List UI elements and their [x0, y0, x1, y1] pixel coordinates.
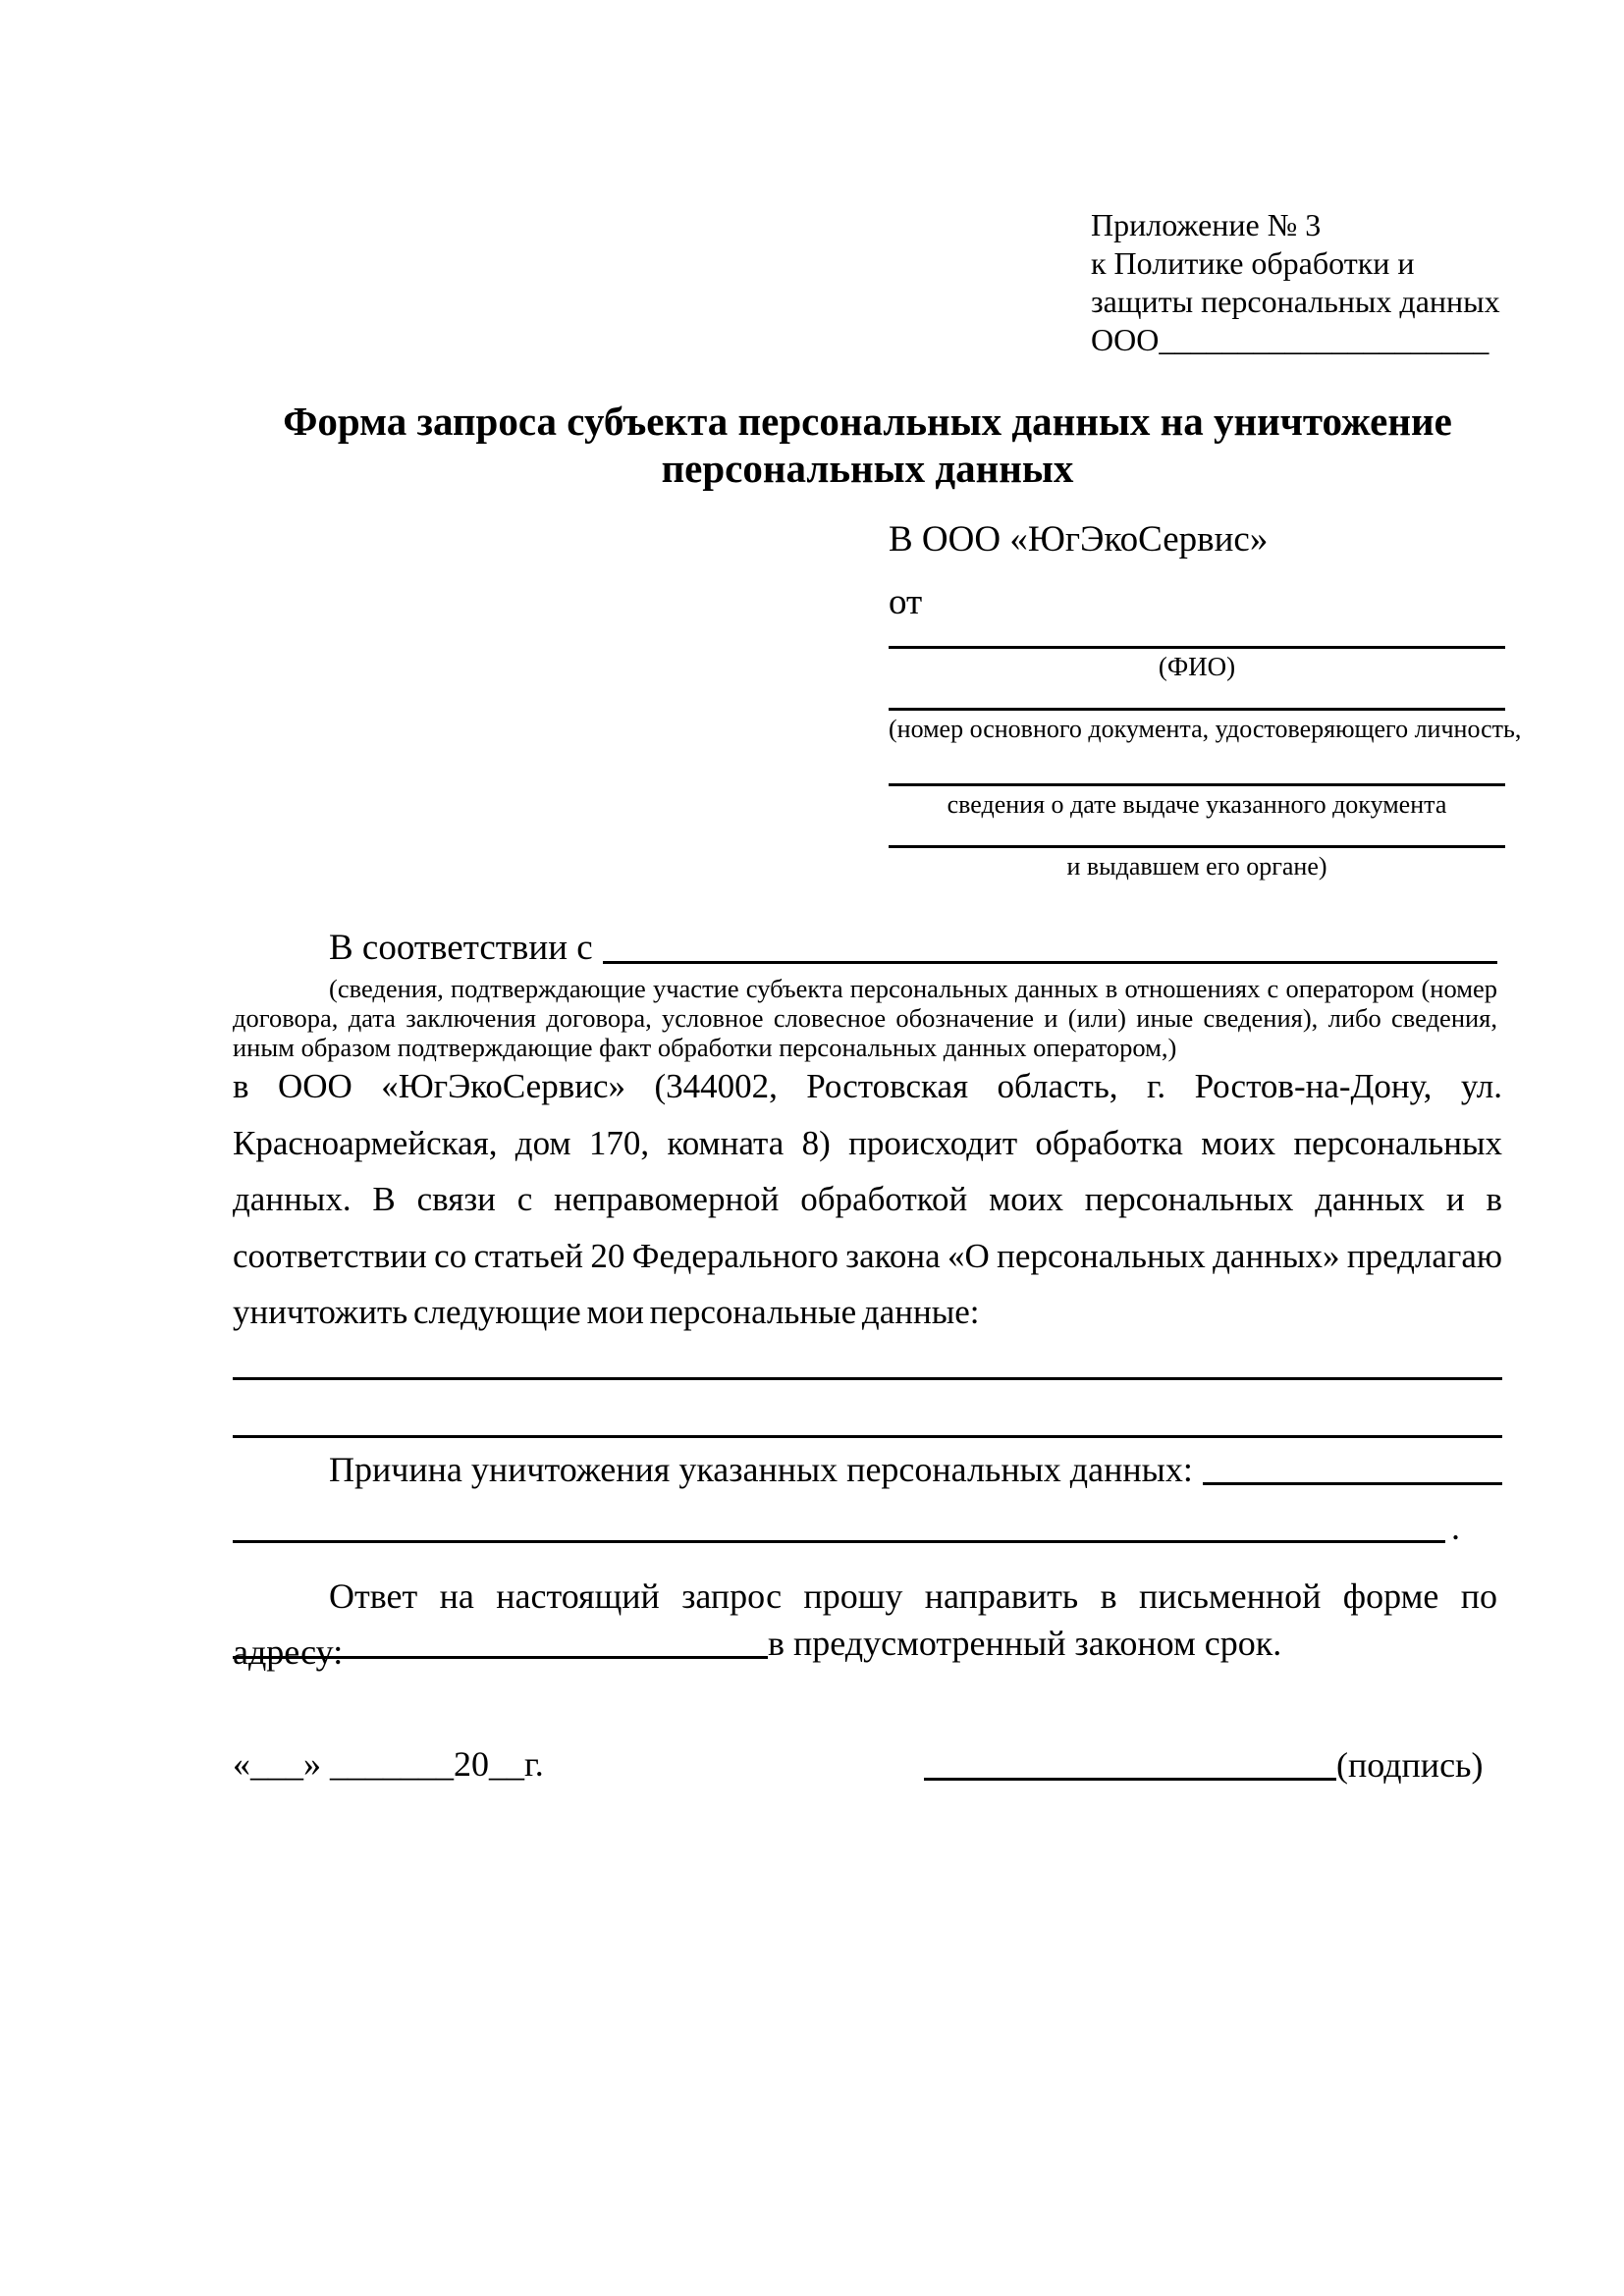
body-paragraph: в ООО «ЮгЭкоСервис» (344002, Ростовская область, г. Ростов-на-Дону, ул. Красноармейская, дом 170, комната 8) происходит обработка моих персональных данных. В связи с неправомерной обработкой моих персональных данных и в соответствии со статьей 20 Федерального закона «О персональных данных» предлагаю уничтожить следующие мои персональные данные:	[233, 1067, 1502, 1331]
personal-data-blank-line-2	[233, 1435, 1502, 1438]
accordance-lead: В соответствии с	[329, 928, 593, 968]
signature-blank-line	[924, 1778, 1336, 1781]
reason-continuation-blank-line	[233, 1540, 1445, 1543]
accordance-blank-line	[603, 929, 1497, 964]
reason-row	[233, 1450, 1502, 1489]
issuing-authority-caption: и выдавшем его органе)	[1066, 852, 1327, 881]
appendix-line-2: к Политике обработки и	[1091, 245, 1415, 281]
ooo-prefix: ООО	[1091, 322, 1160, 357]
reason-end-period: .	[1451, 1508, 1460, 1547]
accordance-caption: (сведения, подтверждающие участие субъекта персональных данных в отношениях с оператором (номер договора, дата заключения договора, условное словесное обозначение и (или) иные сведения), либо сведения, иным образом подтверждающие факт обработки персональных данных оператором,)	[233, 974, 1497, 1062]
addressee-company: В ООО «ЮгЭкоСервис»	[889, 519, 1269, 560]
accordance-row	[233, 929, 1497, 968]
personal-data-blank-line-1	[233, 1377, 1502, 1380]
issue-date-caption: сведения о дате выдаче указанного документа	[947, 790, 1447, 819]
doc-number-caption: (номер основного документа, удостоверяющего личность,	[889, 715, 1522, 743]
answer-paragraph: Ответ на настоящий запрос прошу направить в письменной форме по адресу:	[233, 1576, 1497, 1672]
reason-label: Причина уничтожения указанных персональных данных:	[329, 1450, 1193, 1489]
appendix-line-3: защиты персональных данных	[1091, 284, 1500, 319]
reason-continuation-row	[233, 1508, 1460, 1547]
issuing-authority-blank-line	[889, 845, 1505, 848]
address-blank-line	[233, 1624, 768, 1659]
reason-blank-line	[1203, 1450, 1502, 1485]
issue-date-blank-line	[889, 783, 1505, 786]
ooo-blank-line	[1091, 321, 1500, 359]
signature-row	[924, 1743, 1483, 1787]
signature-caption: (подпись)	[1336, 1745, 1484, 1785]
appendix-line-1: Приложение № 3	[1091, 207, 1322, 242]
answer-tail: в предусмотренный законом срок.	[768, 1624, 1282, 1663]
ooo-underscores: _____________________	[1159, 322, 1489, 357]
addressee-from-label: от	[889, 582, 923, 622]
appendix-block	[1091, 206, 1500, 359]
fio-caption: (ФИО)	[1158, 652, 1236, 681]
date-placeholder: «___» _______20__г.	[233, 1744, 544, 1784]
fio-blank-line	[889, 646, 1505, 649]
address-row	[233, 1624, 1497, 1663]
page-title: Форма запроса субъекта персональных данных на уничтожение персональных данных	[283, 399, 1452, 491]
doc-number-blank-line	[889, 708, 1505, 711]
